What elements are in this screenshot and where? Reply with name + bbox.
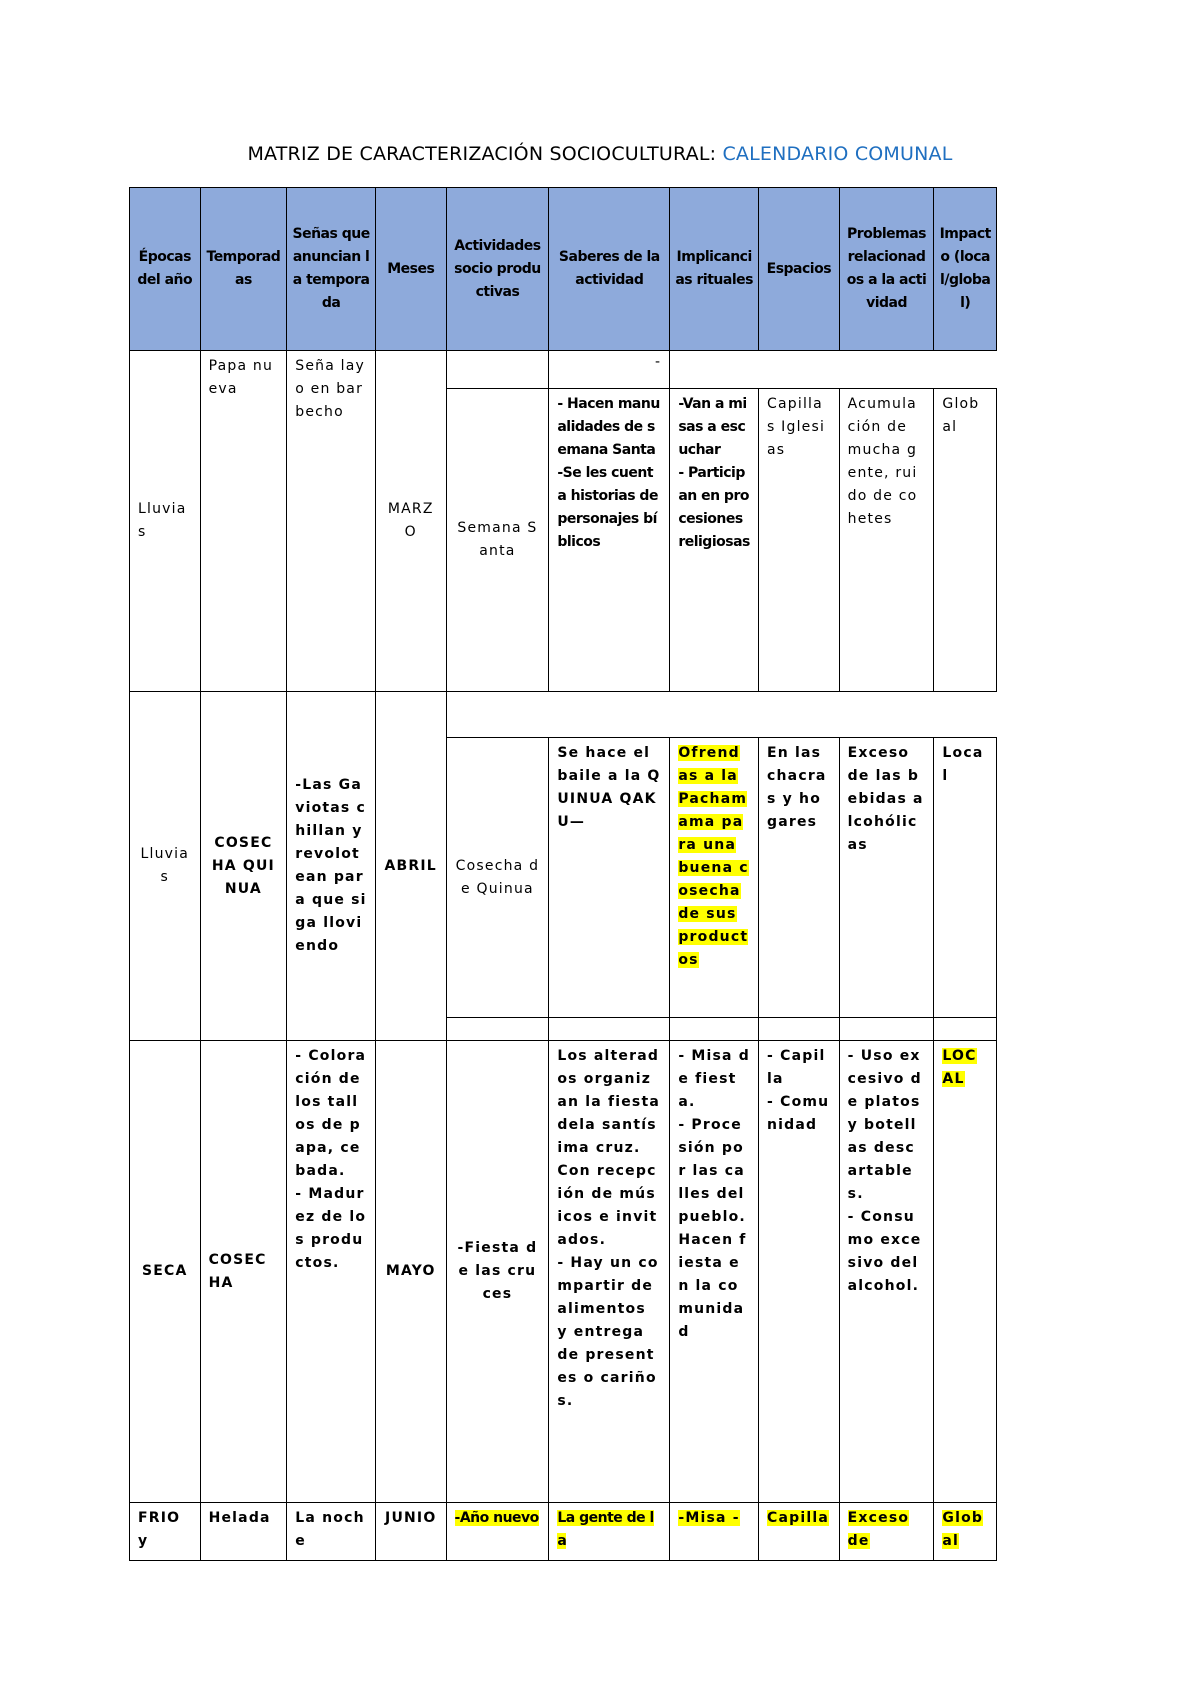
header-cell: Impacto (local/global) bbox=[934, 188, 997, 351]
header-cell: Meses bbox=[375, 188, 446, 351]
cell-impacto bbox=[934, 1041, 997, 1503]
cell-espacios bbox=[759, 1503, 840, 1561]
empty-cell bbox=[549, 1018, 670, 1041]
cell-mes: JUNIO bbox=[375, 1503, 446, 1561]
highlighted-text: La gente de la bbox=[557, 1510, 654, 1549]
cell-mes: MAYO bbox=[375, 1041, 446, 1503]
empty-cell bbox=[670, 1018, 759, 1041]
header-cell: Señas que anuncian la temporada bbox=[287, 188, 376, 351]
document-title bbox=[0, 143, 1200, 165]
cell-rituales: - Misa de fiesta. - Procesión por las calles del pueblo. Hacen fiesta en la comunidad bbox=[670, 1041, 759, 1503]
calendar-matrix-table bbox=[129, 187, 997, 1561]
table-row bbox=[130, 1503, 997, 1561]
empty-cell bbox=[934, 1018, 997, 1041]
cell-senas: La noche bbox=[287, 1503, 376, 1561]
table-row bbox=[130, 692, 997, 738]
highlighted-text: -Año nuevo bbox=[454, 1510, 539, 1526]
header-row bbox=[130, 188, 997, 351]
header-cell: Espacios bbox=[759, 188, 840, 351]
cell-rituales bbox=[670, 1503, 759, 1561]
highlighted-text: Exceso de bbox=[847, 1510, 910, 1549]
cell-saberes: Se hace el baile a la QUINUA QAKU— bbox=[549, 738, 670, 1018]
cell-note: - bbox=[549, 351, 670, 389]
cell-saberes bbox=[549, 1503, 670, 1561]
cell-espacios: En las chacras y hogares bbox=[759, 738, 840, 1018]
cell-espacios: - Capilla - Comunidad bbox=[759, 1041, 840, 1503]
header-cell: Implicancias rituales bbox=[670, 188, 759, 351]
cell-senas: Seña layo en barbecho bbox=[287, 351, 376, 692]
header-cell: Actividades socio productivas bbox=[446, 188, 549, 351]
cell-epoca: Lluvias bbox=[130, 351, 201, 692]
cell-problemas: - Uso excesivo de platos y botellas descartables. - Consumo excesivo del alcohol. bbox=[839, 1041, 934, 1503]
cell-impacto: Local bbox=[934, 738, 997, 1018]
title-prefix: MATRIZ DE CARACTERIZACIÓN SOCIOCULTURAL: bbox=[247, 143, 723, 165]
empty-cell bbox=[446, 351, 549, 389]
title-highlight: CALENDARIO COMUNAL bbox=[722, 143, 953, 165]
cell-epoca: FRIO y bbox=[130, 1503, 201, 1561]
highlighted-text: LOCAL bbox=[942, 1048, 977, 1087]
cell-problemas: Exceso de las bebidas alcohólicas bbox=[839, 738, 934, 1018]
cell-impacto: Global bbox=[934, 389, 997, 692]
cell-senas: -Las Gaviotas chillan y revolotean para que siga lloviendo bbox=[287, 692, 376, 1041]
header-cell: Épocas del año bbox=[130, 188, 201, 351]
highlighted-text: -Misa - bbox=[678, 1510, 740, 1526]
cell-actividad: -Fiesta de las cruces bbox=[446, 1041, 549, 1503]
table-row bbox=[130, 351, 997, 389]
cell-epoca: Lluvias bbox=[130, 692, 201, 1041]
highlighted-text: Ofrendas a la Pachamama para una buena cosecha de sus productos bbox=[678, 745, 749, 968]
cell-actividad: Cosecha de Quinua bbox=[446, 738, 549, 1018]
cell-temporada: Helada bbox=[200, 1503, 287, 1561]
empty-cell bbox=[446, 1018, 549, 1041]
cell-epoca: SECA bbox=[130, 1041, 201, 1503]
cell-mes: MARZO bbox=[375, 351, 446, 692]
header-cell: Temporadas bbox=[200, 188, 287, 351]
cell-temporada: Papa nueva bbox=[200, 351, 287, 692]
empty-cell bbox=[759, 1018, 840, 1041]
cell-rituales bbox=[670, 738, 759, 1018]
cell-espacios: Capillas Iglesias bbox=[759, 389, 840, 692]
highlighted-text: Global bbox=[942, 1510, 984, 1549]
empty-cell bbox=[839, 1018, 934, 1041]
cell-mes: ABRIL bbox=[375, 692, 446, 1041]
cell-actividad: Semana Santa bbox=[446, 389, 549, 692]
cell-problemas: Acumulación de mucha gente, ruido de cohetes bbox=[839, 389, 934, 692]
cell-temporada: COSECHA QUINUA bbox=[200, 692, 287, 1041]
cell-actividad bbox=[446, 1503, 549, 1561]
cell-senas: - Coloración de los tallos de papa, cebada. - Madurez de los productos. bbox=[287, 1041, 376, 1503]
cell-temporada: COSECHA bbox=[200, 1041, 287, 1503]
empty-cell bbox=[446, 692, 996, 738]
cell-saberes: - Hacen manualidades de semana Santa -Se les cuenta historias de personajes bíblicos bbox=[549, 389, 670, 692]
highlighted-text: Capilla bbox=[767, 1510, 830, 1526]
cell-saberes: Los alterados organizan la fiesta dela santísima cruz. Con recepción de músicos e invitados. - Hay un compartir de alimentos y entrega de presentes o cariños. bbox=[549, 1041, 670, 1503]
cell-rituales: -Van a misas a escuchar - Participan en procesiones religiosas bbox=[670, 389, 759, 692]
cell-impacto bbox=[934, 1503, 997, 1561]
table-row bbox=[130, 1041, 997, 1503]
cell-problemas bbox=[839, 1503, 934, 1561]
empty-cell bbox=[670, 351, 997, 389]
header-cell: Problemas relacionados a la actividad bbox=[839, 188, 934, 351]
header-cell: Saberes de la actividad bbox=[549, 188, 670, 351]
